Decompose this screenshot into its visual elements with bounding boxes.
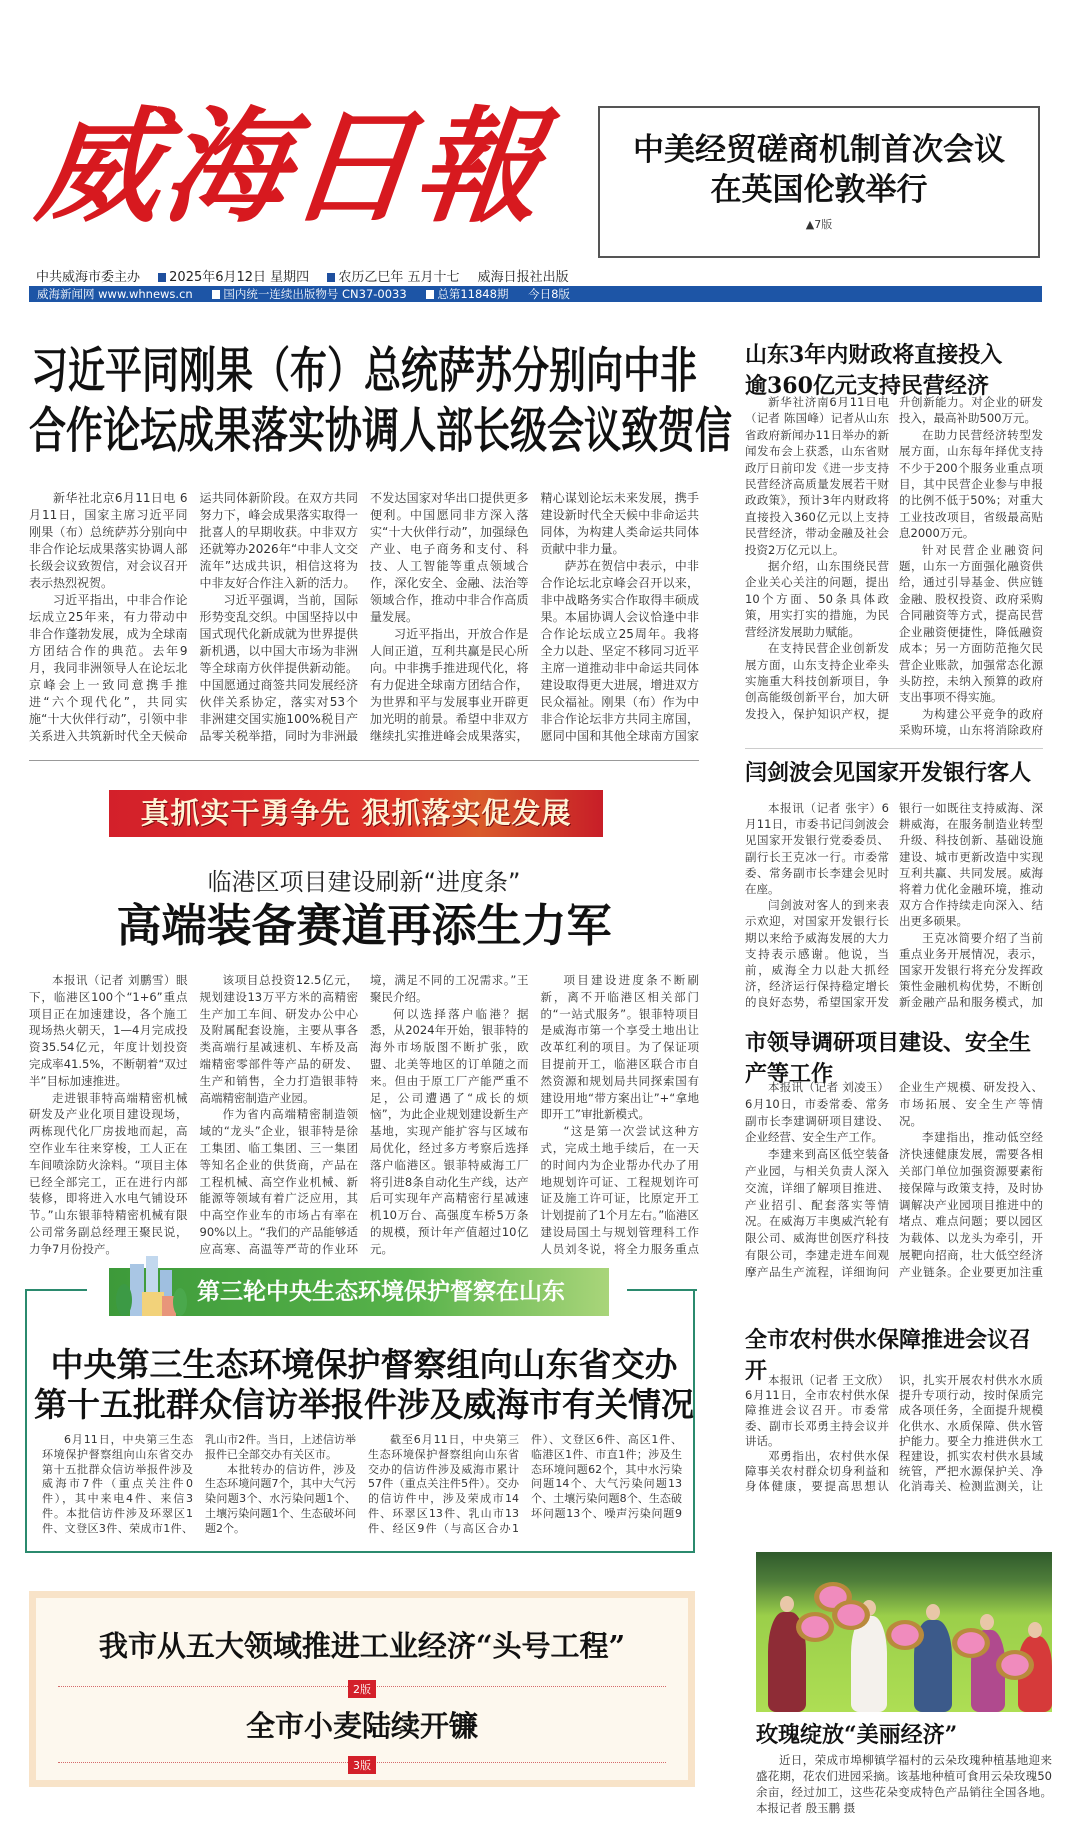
eco-banner: 第三轮中央生态环境保护督察在山东 bbox=[109, 1268, 609, 1316]
eco-headline[interactable] bbox=[29, 1345, 699, 1425]
campaign-banner: 真抓实干勇争先 狠抓落实促发展 bbox=[109, 790, 603, 837]
teaser-page-ref: ▲7版 bbox=[805, 218, 833, 231]
lead-headline-line-1: 习近平同刚果（布）总统萨苏分别向中非 bbox=[31, 341, 697, 399]
paragraph: 习近平强调，当前，国际形势变乱交织。中国坚持以中国式现代化新成就为世界提供新机遇，以中国大市场为非洲等全球南方伙伴提供新动能。中国愿通过商签共同发展经济伙伴关系协定，落实对53个非洲建交国实施100%税目产品零关税举措，同时为非洲最不发达国家对华出口提供更多便利。中国愿同非方深入落实“十大伙伴行动”，加强绿色产业、电子商务和支付、科技、人工智能等重点领域合作，深化安全、金融、法治等领域合作，推动中非合作高质量发展。 bbox=[199, 491, 529, 743]
photo-caption: 近日，荣成市埠柳镇学福村的云朵玫瑰种植基地迎来盛花期，花农们进园采摘。该基地种植可食用云朵玫瑰50余亩，经过加工，这些花朵变成特色产品销往全国各地。本报记者 殷玉鹏 摄 bbox=[756, 1753, 1052, 1815]
dateline bbox=[36, 266, 583, 285]
teaser-headline-1: 中美经贸磋商机制首次会议 bbox=[633, 132, 1005, 168]
website-link[interactable]: 威海新闻网 www.whnews.cn bbox=[37, 287, 193, 301]
square-bullet-icon bbox=[327, 273, 335, 282]
promo-link-2[interactable]: 全市小麦陆续开镰 bbox=[245, 1709, 478, 1743]
info-bar bbox=[29, 286, 1042, 302]
inside-pages-promo bbox=[29, 1591, 695, 1787]
safety-article-body bbox=[745, 1079, 1043, 1285]
yan-article-body bbox=[745, 800, 1043, 1025]
paragraph: 王克冰简要介绍了当前重点业务开展情况，表示，国家开发银行将充分发挥政策性金融机构优势，不断创新金融产品和服务模式，加 bbox=[899, 930, 1043, 1010]
paragraph: 闫剑波对客人的到来表示欢迎，对国家开发银行长期以来给予威海发展的大力支持表示感谢。他说，当前，威海全力以赴大抓经济，经济运行保持稳定增长的良好态势，希望国家开发银行一如既往支持威海、深耕威海，在服务制造业转型升级、科技创新、基础设施建设、城市更新改造中实现互利共赢、共同发展。威海将着力优化金融环境，推动双方合作持续走向深入、结出更多硕果。 bbox=[745, 801, 1043, 1010]
square-bullet-icon bbox=[158, 273, 166, 282]
paragraph: 6月11日，中央第三生态环境保护督察组向山东省交办第十五批群众信访举报件涉及威海市7件（重点关注件0件），其中来电4件、来信3件。本批信访件涉及环翠区1件、文登区3件、荣成市1件、乳山市2件。当日，上述信访举报件已全部交办有关区市。 bbox=[42, 1433, 356, 1535]
paragraph: 习近平指出，开放合作是人间正道，互利共赢是民心所向。中非携手推进现代化，将有力促进全球南方团结合作，为世界和平与发展事业开辟更加光明的前景。希望中非双方继续扎实推进峰会成果落实，精心谋划论坛未来发展，携手建设新时代全天候中非命运共同体，为构建人类命运共同体贡献中非力量。 bbox=[370, 491, 699, 743]
paragraph: 走进银菲特高端精密机械研发及产业化项目建设现场，两栋现代化厂房拔地而起，高空作业车往来穿梭，工人正在车间喷涂防火涂料。“项目主体已经全部完工，正在进行内部装修，即将进入水电气铺设环节。”山东银菲特精密机械有限公司常务副总经理王聚民说，力争7月份投产。 bbox=[29, 1090, 188, 1256]
page-tag[interactable]: 2版 bbox=[348, 1680, 376, 1698]
divider bbox=[29, 760, 699, 761]
lead-headline[interactable] bbox=[29, 340, 732, 460]
page-tag[interactable]: 3版 bbox=[348, 1756, 376, 1774]
paragraph: 新华社济南6月11日电（记者 陈国峰）记者从山东省政府新闻办11日举办的新闻发布会上获悉，山东省财政厅日前印发《进一步支持民营经济高质量发展若干财政政策》，预计3年内财政将直接投入360亿元以上支持民营经济，带动金融及社会投资2万亿元以上。 bbox=[745, 395, 889, 557]
teaser-headline-2: 在英国伦敦举行 bbox=[710, 172, 928, 208]
paragraph: 李建指出，推动低空经济快速健康发展，需要各相关部门单位加强资源要素衔接保障与政策支持，及时协调解决产业园项目推进中的堵点、难点问题；要以园区为载体、以龙头为牵引，开展靶向招商，壮大低空经济产业链条。企业要更加注重 bbox=[899, 1130, 1043, 1279]
page-count: 今日8版 bbox=[528, 287, 570, 301]
paragraph: 针对民营企业融资问题，山东一方面强化融资供给，通过引导基金、供应链金融、股权投资、政府采购合同融资等方式，提高民营企业融资便捷性，降低融资成本；另一方面防范拖欠民营企业账款，加强常态化源头防控，未纳入预算的政府支出事项不得实施。 bbox=[899, 542, 1043, 705]
water-article-body bbox=[745, 1373, 1043, 1497]
rose-harvest-photo bbox=[756, 1552, 1052, 1712]
paragraph: 本报讯（记者 刘凌玉）6月10日，市委常委、常务副市长李建调研项目建设、企业经营、安全生产工作。 bbox=[745, 1080, 889, 1145]
paragraph: 在助力民营经济转型发展方面，山东每年择优支持不少于200个服务业重点项目，其中民营企业参与申报的比例不低于50%；对重大工业技改项目，省级最高贴息2000万元。 bbox=[899, 427, 1043, 541]
paragraph: “这是第一次尝试这种方式，完成土地手续后，在一天的时间内为企业帮办代办了用地规划许可证、工程规划许可证及施工许可证，比原定开工计划提前了1个月左右。”临港区建设局国土与规划管理科工作人员刘冬说，将全力服务重点 bbox=[540, 1124, 699, 1256]
shandong-headline[interactable] bbox=[745, 340, 1045, 402]
linggang-headline[interactable]: 高端装备赛道再添生力军 bbox=[116, 899, 612, 952]
frame-line bbox=[25, 1289, 87, 1291]
issue-date: 2025年6月12日 星期四 bbox=[169, 270, 310, 285]
paragraph: 本报讯（记者 刘鹏雪）眼下，临港区100个“1+6”重点项目正在加速建设，各个施工现场热火朝天，1—4月完成投资35.54亿元，年度计划投资完成率41.5%，不断朝着“双过半”目标加速推进。 bbox=[29, 973, 188, 1088]
promo-link-1[interactable]: 我市从五大领域推进工业经济“头号工程” bbox=[98, 1629, 626, 1663]
paragraph: 在支持民营企业创新发展方面，山东支持企业牵头实施重大科技创新项目，争创高能级创新平台，加大研发投入，保护知识产权，提升创新能力。对企业的研发投入，最高补助500万元。 bbox=[745, 395, 1043, 721]
eco-headline-line-1: 中央第三生态环境保护督察组向山东省交办 bbox=[50, 1345, 678, 1384]
publisher: 中共威海市委主办 bbox=[36, 270, 141, 285]
newspaper-logo: 威海日報 bbox=[30, 95, 550, 240]
top-teaser-box[interactable] bbox=[598, 106, 1040, 258]
paragraph: 邓勇指出，农村供水保障事关农村群众切身利益和身体健康，要提高思想认识，扎实开展农村供水水质提升专项行动，按时保质完成各项任务，全面提升规模化供水、水质保障、供水管护能力。要全力推进供水工程建设，抓实农村供水县域统管，严把水源保护关、净化消毒关、检测监测关，让 bbox=[745, 1373, 1043, 1494]
paragraph: 新华社北京6月11日电 6月11日，国家主席习近平同刚果（布）总统萨苏分别向中非合作论坛成果落实协调人部长级会议致贺信，对会议召开表示热烈祝贺。 bbox=[29, 491, 188, 590]
paragraph: 该项目总投资12.5亿元，规划建设13万平方米的高精密生产加工车间、研发办公中心及附属配套设施，主要从事各类高端行星减速机、车桥及高端精密零部件等产品的研发、生产和销售，全力打造银菲特高端精密制造产业园。 bbox=[199, 973, 358, 1105]
city-illustration-icon bbox=[112, 1256, 192, 1316]
linggang-article-body bbox=[29, 972, 699, 1262]
shandong-headline-line-1: 山东3年内财政将直接投入 bbox=[745, 342, 1003, 368]
linggang-subtitle: 临港区项目建设刷新“进度条” bbox=[207, 868, 521, 896]
paragraph: 本报讯（记者 王文欣）6月11日，全市农村供水保障推进会议召开。市委常委、副市长邓勇主持会议并讲话。 bbox=[745, 1373, 889, 1448]
paragraph: 李建来到高区低空装备产业园，与相关负责人深入交流，详细了解项目推进、产业招引、配套落实等情况。在威海万丰奥威汽轮有限公司、威海世创医疗科技有限公司，李建走进车间观摩产品生产流程，详细询问企业生产规模、研发投入、市场拓展、安全生产等情况。 bbox=[745, 1080, 1043, 1279]
water-headline[interactable]: 全市农村供水保障推进会议召开 bbox=[745, 1327, 1032, 1384]
issue-number: 总第11848期 bbox=[437, 287, 509, 301]
paragraph: 本报讯（记者 张宇）6月11日，市委书记闫剑波会见国家开发银行党委委员、副行长王克冰一行。市委常委、常务副市长李建会见时在座。 bbox=[745, 801, 889, 897]
paragraph: 据介绍，山东围绕民营企业关心关注的问题，提出10个方面、50条具体政策，用实打实的措施，为民营经济发展助力赋能。 bbox=[745, 559, 889, 639]
square-bullet-icon bbox=[212, 290, 220, 299]
safety-headline[interactable]: 市领导调研项目建设、安全生产等工作 bbox=[745, 1030, 1032, 1087]
shandong-headline-line-2: 逾360亿元支持民营经济 bbox=[745, 373, 989, 399]
eco-article-body bbox=[42, 1433, 682, 1537]
paragraph: 习近平指出，中非合作论坛成立25年来，有力带动中非合作蓬勃发展，成为全球南方团结合作的典范。去年9月，我同非洲领导人在论坛北京峰会上一致同意携手推进“六个现代化”，共同实施“十大伙伴行动”，引领中非关系进入共筑新时代全天候命运共同体新阶段。在双方共同努力下，峰会成果落实取得一批喜人的早期收获。中非双方还就筹办2026年“中非人文交流年”达成共识，相信这将为中非友好合作注入新的活力。 bbox=[29, 491, 358, 743]
frame-line bbox=[627, 1289, 697, 1291]
lead-headline-line-2: 合作论坛成果落实协调人部长级会议致贺信 bbox=[29, 401, 732, 459]
lunar-date: 农历乙巳年 五月十七 bbox=[338, 270, 460, 285]
paragraph: 本批转办的信访件，涉及生态环境问题7个，其中大气污染问题3个、水污染问题1个、土壤污染问题1个、生态破坏问题2个。 bbox=[205, 1462, 356, 1535]
paragraph: 何以选择落户临港？据悉，从2024年开始，银菲特的海外市场版图不断扩张，欧盟、北美等地区的订单随之而来。但由于原工厂产能严重不足，公司遭遇了“成长的烦恼”，为此企业规划建设新生产基地，实现产能扩容与区域布局优化，经过多方考察后选择落户临港区。银菲特威海工厂将引进8条自动化生产线，达产后可实现年产高精密行星减速机10万台、高强度车桥5万条的规模，预计年产值超过10亿元。 bbox=[370, 1006, 529, 1256]
paragraph: 项目建设进度条不断刷新，离不开临港区相关部门的“一站式服务”。银菲特项目是威海市第一个享受土地出让改革红利的项目。为了保证项目提前开工，临港区联合市自然资源和规划局共同探索国有建设用地“带方案出让”+“拿地即开工”审批新模式。 bbox=[540, 973, 699, 1122]
square-bullet-icon bbox=[426, 290, 434, 299]
eco-headline-line-2: 第十五批群众信访举报件涉及威海市有关情况 bbox=[34, 1385, 694, 1424]
shandong-article-body bbox=[745, 394, 1043, 742]
divider bbox=[745, 748, 1043, 749]
paragraph: 为构建公平竞争的政府采购环境，山东将消除政府 bbox=[899, 706, 1043, 738]
paragraph: 萨苏在贺信中表示，中非合作论坛北京峰会召开以来，非中战略务实合作取得丰硕成果。本届协调人会议恰逢中非合作论坛成立25周年。我将全力以赴、坚定不移同习近平主席一道推动非中命运共同体建设取得更大进展，增进双方民众福祉。刚果（布）作为中非合作论坛非方共同主席国，愿同中国和其他全球南方国家 bbox=[540, 559, 699, 743]
lead-article-body bbox=[29, 490, 699, 754]
cn-number: 国内统一连续出版物号 CN37-0033 bbox=[223, 287, 407, 301]
paragraph: 作为省内高端精密制造领域的“龙头”企业，银菲特是徐工集团、临工集团、三一集团等知名企业的供货商，产品在工程机械、高空作业机械、新能源等领域有着广泛应用，其中高空作业车的市场占有率在90%以上。“我们的产品能够适应高寒、高温等严苛的作业环境，满足不同的工况需求。”王聚民介绍。 bbox=[199, 973, 529, 1256]
yan-headline[interactable]: 闫剑波会见国家开发银行客人 bbox=[745, 760, 1032, 786]
paragraph: 截至6月11日，中央第三生态环境保护督察组向山东省交办的信访件涉及威海市累计57件（重点关注件5件）。交办的信访件中，涉及荣成市14件、环翠区13件、乳山市13件、经区9件（与高区合办1件）、文登区6件、高区1件、临港区1件、市直1件；涉及生态环境问题62个，其中水污染问题14个、大气污染问题13个、土壤污染问题8个、生态破坏问题13个、噪声污染问题9 bbox=[368, 1433, 682, 1535]
press: 威海日报社出版 bbox=[477, 270, 569, 285]
rose-headline[interactable]: 玫瑰绽放“美丽经济” bbox=[756, 1722, 958, 1748]
